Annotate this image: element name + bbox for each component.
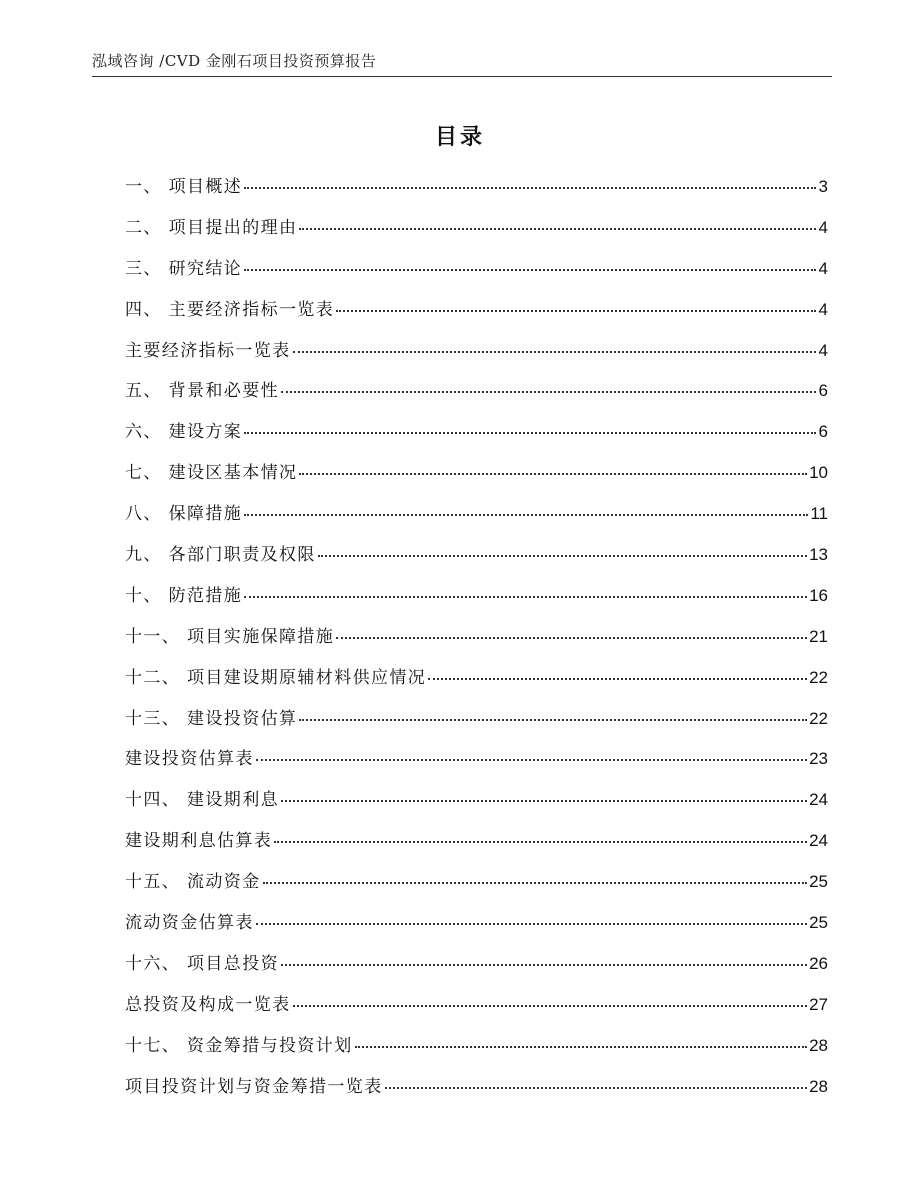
toc-entry[interactable] (125, 826, 828, 867)
page-title: 目录 (434, 125, 485, 150)
toc-entry-label: 流动资金估算表 (125, 913, 254, 934)
toc-dot-leader (244, 432, 816, 434)
toc-dot-leader (244, 596, 807, 598)
toc-dot-leader (263, 882, 807, 884)
toc-entry-label: 六、 建设方案 (125, 422, 243, 443)
toc-entry-page-number: 24 (809, 790, 828, 810)
toc-entry-page-number: 11 (810, 504, 828, 524)
toc-entry-label: 建设投资估算表 (125, 749, 254, 770)
toc-entry-page-number: 22 (809, 667, 828, 687)
toc-entry-label: 三、 研究结论 (125, 258, 243, 279)
toc-entry-label: 建设期利息估算表 (125, 831, 273, 852)
toc-entry[interactable] (125, 254, 828, 295)
toc-entry[interactable] (125, 581, 828, 622)
toc-entry-page-number: 23 (809, 749, 828, 769)
toc-entry[interactable] (125, 990, 828, 1031)
toc-entry-label: 四、 主要经济指标一览表 (125, 299, 335, 320)
toc-dot-leader (299, 228, 816, 230)
toc-entry[interactable] (125, 908, 828, 949)
toc-entry-page-number: 28 (809, 1076, 828, 1096)
toc-entry-label: 一、 项目概述 (125, 177, 243, 197)
toc-entry-page-number: 4 (818, 299, 828, 319)
toc-entry-label: 十三、 建设投资估算 (125, 708, 298, 729)
toc-entry[interactable] (125, 867, 828, 908)
toc-entry-page-number: 26 (809, 953, 828, 973)
toc-entry-label: 十五、 流动资金 (125, 872, 261, 893)
toc-dot-leader (293, 1005, 807, 1007)
toc-dot-leader (256, 759, 807, 761)
toc-entry-page-number: 6 (818, 422, 828, 442)
toc-entry-page-number: 25 (809, 913, 828, 933)
toc-entry[interactable] (125, 1031, 828, 1072)
toc-entry[interactable] (125, 417, 828, 458)
toc-entry[interactable] (125, 785, 828, 826)
toc-entry[interactable] (125, 336, 828, 377)
table-of-contents (125, 172, 828, 1112)
toc-entry-page-number: 4 (818, 258, 828, 278)
toc-entry[interactable] (125, 499, 828, 540)
toc-entry-page-number: 24 (809, 831, 828, 851)
toc-entry-label: 十、 防范措施 (125, 585, 243, 606)
toc-dot-leader (244, 187, 816, 189)
toc-entry-page-number: 13 (809, 545, 828, 565)
toc-entry[interactable] (125, 622, 828, 663)
toc-entry[interactable] (125, 744, 828, 785)
toc-entry[interactable] (125, 704, 828, 745)
toc-entry-label: 十四、 建设期利息 (125, 790, 280, 811)
toc-dot-leader (293, 351, 816, 353)
toc-entry-page-number: 28 (809, 1035, 828, 1055)
toc-dot-leader (318, 555, 807, 557)
toc-entry-page-number: 25 (809, 872, 828, 892)
toc-entry-label: 九、 各部门职责及权限 (125, 545, 316, 566)
toc-entry[interactable] (125, 295, 828, 336)
toc-entry[interactable] (125, 213, 828, 254)
toc-entry-label: 十七、 资金筹措与投资计划 (125, 1035, 353, 1056)
toc-entry[interactable] (125, 172, 828, 213)
toc-dot-leader (385, 1087, 807, 1089)
toc-dot-leader (244, 269, 816, 271)
toc-dot-leader (336, 637, 807, 639)
toc-entry[interactable] (125, 458, 828, 499)
toc-entry-page-number: 4 (818, 217, 828, 237)
page-header: 泓域咨询 /CVD 金刚石项目投资预算报告 (92, 50, 832, 77)
toc-entry-page-number: 22 (809, 708, 828, 728)
toc-entry-label: 总投资及构成一览表 (125, 994, 291, 1015)
toc-entry[interactable] (125, 1072, 828, 1113)
toc-entry-label: 五、 背景和必要性 (125, 381, 280, 402)
toc-entry-page-number: 4 (818, 340, 828, 360)
toc-entry-label: 七、 建设区基本情况 (125, 463, 298, 484)
toc-dot-leader (281, 391, 816, 393)
toc-entry[interactable] (125, 949, 828, 990)
toc-dot-leader (336, 310, 816, 312)
toc-dot-leader (428, 678, 807, 680)
toc-dot-leader (244, 514, 808, 516)
toc-dot-leader (274, 841, 807, 843)
toc-entry-label: 项目投资计划与资金筹措一览表 (125, 1076, 383, 1097)
toc-entry[interactable] (125, 540, 828, 581)
toc-dot-leader (299, 719, 807, 721)
toc-entry-page-number: 16 (809, 585, 828, 605)
toc-entry-label: 十二、 项目建设期原辅材料供应情况 (125, 667, 427, 688)
toc-entry-label: 十一、 项目实施保障措施 (125, 626, 335, 647)
toc-entry-page-number: 6 (818, 381, 828, 401)
toc-dot-leader (281, 964, 807, 966)
toc-entry-page-number: 27 (809, 994, 828, 1014)
toc-dot-leader (281, 800, 807, 802)
toc-entry-page-number: 10 (809, 463, 828, 483)
toc-entry-page-number: 3 (818, 177, 828, 196)
toc-entry-label: 主要经济指标一览表 (125, 340, 291, 361)
toc-dot-leader (355, 1046, 807, 1048)
toc-entry-page-number: 21 (809, 626, 828, 646)
toc-entry[interactable] (125, 663, 828, 704)
toc-dot-leader (256, 923, 807, 925)
toc-entry-label: 二、 项目提出的理由 (125, 217, 298, 238)
toc-entry-label: 八、 保障措施 (125, 504, 243, 525)
toc-entry[interactable] (125, 376, 828, 417)
toc-entry-label: 十六、 项目总投资 (125, 953, 280, 974)
toc-dot-leader (299, 473, 807, 475)
